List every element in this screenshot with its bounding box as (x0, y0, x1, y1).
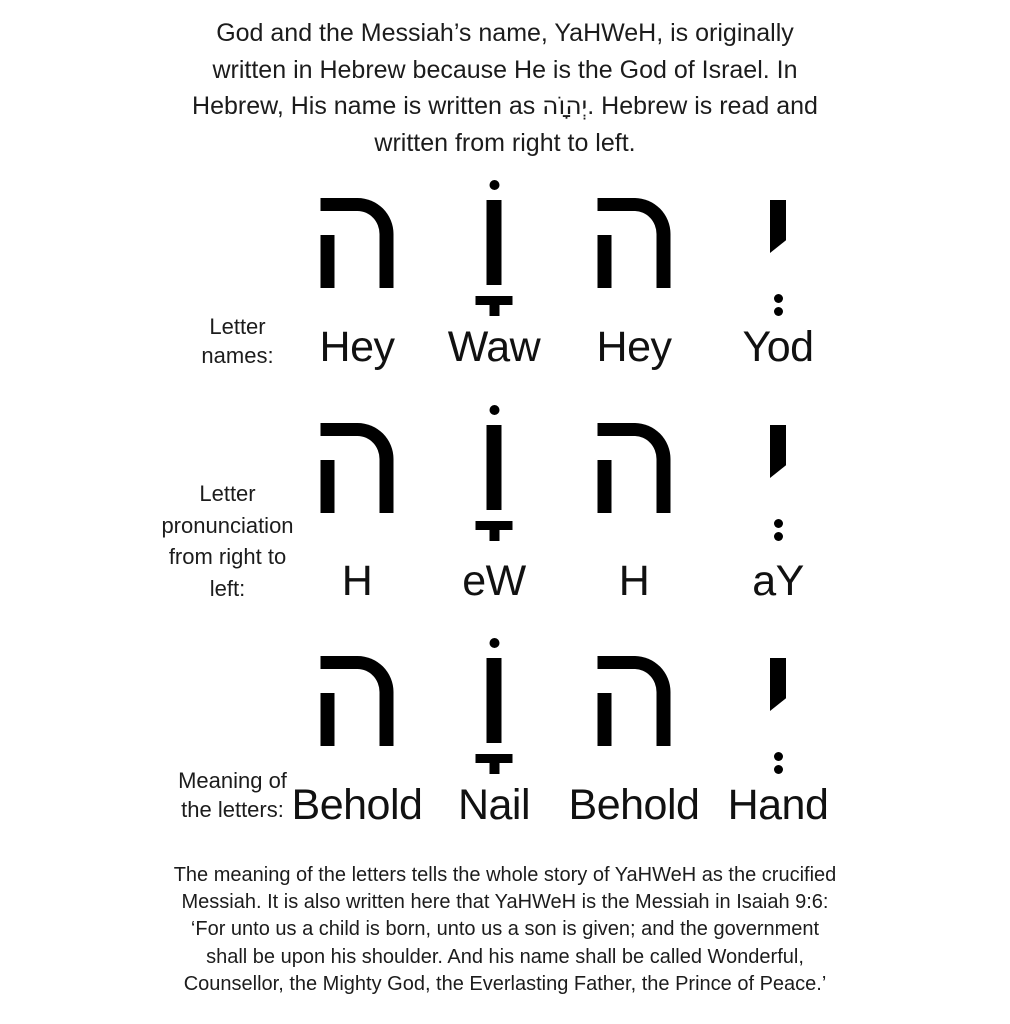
hebrew-letter-waw-icon (476, 180, 513, 316)
meaning-label: Behold (568, 781, 700, 829)
row-label-line: Letter (199, 481, 256, 506)
hebrew-letter-hey-icon (321, 423, 394, 513)
letter-column-yod (708, 180, 848, 371)
hebrew-letter-yod-icon (770, 200, 786, 316)
letter-area (708, 180, 848, 315)
qamats-mark-icon (476, 754, 513, 774)
holam-dot-icon (489, 180, 499, 190)
letter-column-waw (424, 180, 564, 371)
letter-name-label: Waw (447, 323, 541, 371)
letter-area (708, 405, 848, 540)
meaning-label: Hand (727, 781, 829, 829)
hebrew-letter-yod-icon (770, 425, 786, 541)
letter-column-hey (287, 638, 427, 829)
letter-area (424, 180, 564, 315)
letter-column-yod (708, 638, 848, 829)
letter-column-hey (564, 405, 704, 605)
footer-line: Counsellor, the Mighty God, the Everlasting Father, the Prince of Peace.’ (183, 972, 827, 995)
row-label-line: left: (209, 575, 246, 601)
sheva-mark-icon (774, 519, 783, 541)
intro-paragraph (0, 15, 1010, 161)
footer-paragraph (0, 862, 1010, 998)
hebrew-letter-waw-icon (476, 405, 513, 541)
letter-column-hey (287, 180, 427, 371)
sheva-mark-icon (774, 294, 783, 316)
intro-line: God and the Messiah’s name, YaHWeH, is originally (216, 19, 794, 47)
hebrew-name-inline: יְהוָֹה (542, 91, 588, 120)
pronunciation-label: aY (752, 557, 804, 605)
hebrew-letter-yod-icon (770, 658, 786, 774)
hebrew-letter-hey-icon (321, 198, 394, 288)
letter-area (424, 638, 564, 773)
row-label-line: pronunciation (161, 512, 294, 538)
pronunciation-label: H (341, 557, 373, 605)
hebrew-letter-hey-icon (321, 656, 394, 746)
letter-area (564, 180, 704, 315)
letter-column-yod (708, 405, 848, 605)
meanings-row (0, 638, 1010, 843)
sheva-mark-icon (774, 752, 783, 774)
hebrew-letter-hey-icon (598, 198, 671, 288)
footer-line: ‘For unto us a child is born, unto us a son is given; and the government (190, 918, 820, 941)
letter-area (287, 405, 427, 540)
letter-area (708, 638, 848, 773)
letter-area (564, 638, 704, 773)
intro-line: written in Hebrew because He is the God of Israel. In (212, 55, 798, 84)
letter-column-waw (424, 405, 564, 605)
letter-column-hey (287, 405, 427, 605)
row-label-line: the letters: (181, 797, 284, 822)
intro-line (0, 88, 1010, 125)
holam-dot-icon (489, 405, 499, 415)
letter-names-row (0, 180, 1010, 385)
row-label-line: Letter (209, 314, 266, 339)
hebrew-letter-hey-icon (598, 423, 671, 513)
letter-name-label: Yod (742, 323, 814, 371)
letter-name-label: Hey (319, 323, 395, 371)
holam-dot-icon (489, 638, 499, 648)
row-label-line: names: (201, 342, 274, 368)
qamats-mark-icon (476, 521, 513, 541)
intro-line: written from right to left. (374, 128, 636, 157)
pronunciation-label: eW (462, 557, 526, 605)
letter-column-hey (564, 180, 704, 371)
row-label-line: Meaning of (178, 768, 287, 793)
hebrew-letter-waw-icon (476, 638, 513, 774)
letter-column-waw (424, 638, 564, 829)
letter-column-hey (564, 638, 704, 829)
row-label-line: from right to (168, 544, 287, 569)
meaning-label: Behold (291, 781, 423, 829)
qamats-mark-icon (476, 296, 513, 316)
letter-name-label: Hey (596, 323, 672, 371)
letter-area (287, 180, 427, 315)
footer-line: shall be upon his shoulder. And his name shall be called Wonderful, (206, 945, 804, 968)
pronunciation-label: H (618, 557, 650, 605)
letter-area (287, 638, 427, 773)
footer-line: The meaning of the letters tells the whole story of YaHWeH as the crucified (173, 864, 837, 886)
footer-line: Messiah. It is also written here that YaHWeH is the Messiah in Isaiah 9:6: (181, 891, 829, 914)
pronunciation-row (0, 405, 1010, 610)
hebrew-letter-hey-icon (598, 656, 671, 746)
letter-area (564, 405, 704, 540)
letter-area (424, 405, 564, 540)
intro-line-after: . Hebrew is read and (587, 92, 818, 120)
intro-line-before: Hebrew, His name is written as (192, 92, 543, 120)
meaning-label: Nail (457, 781, 531, 829)
